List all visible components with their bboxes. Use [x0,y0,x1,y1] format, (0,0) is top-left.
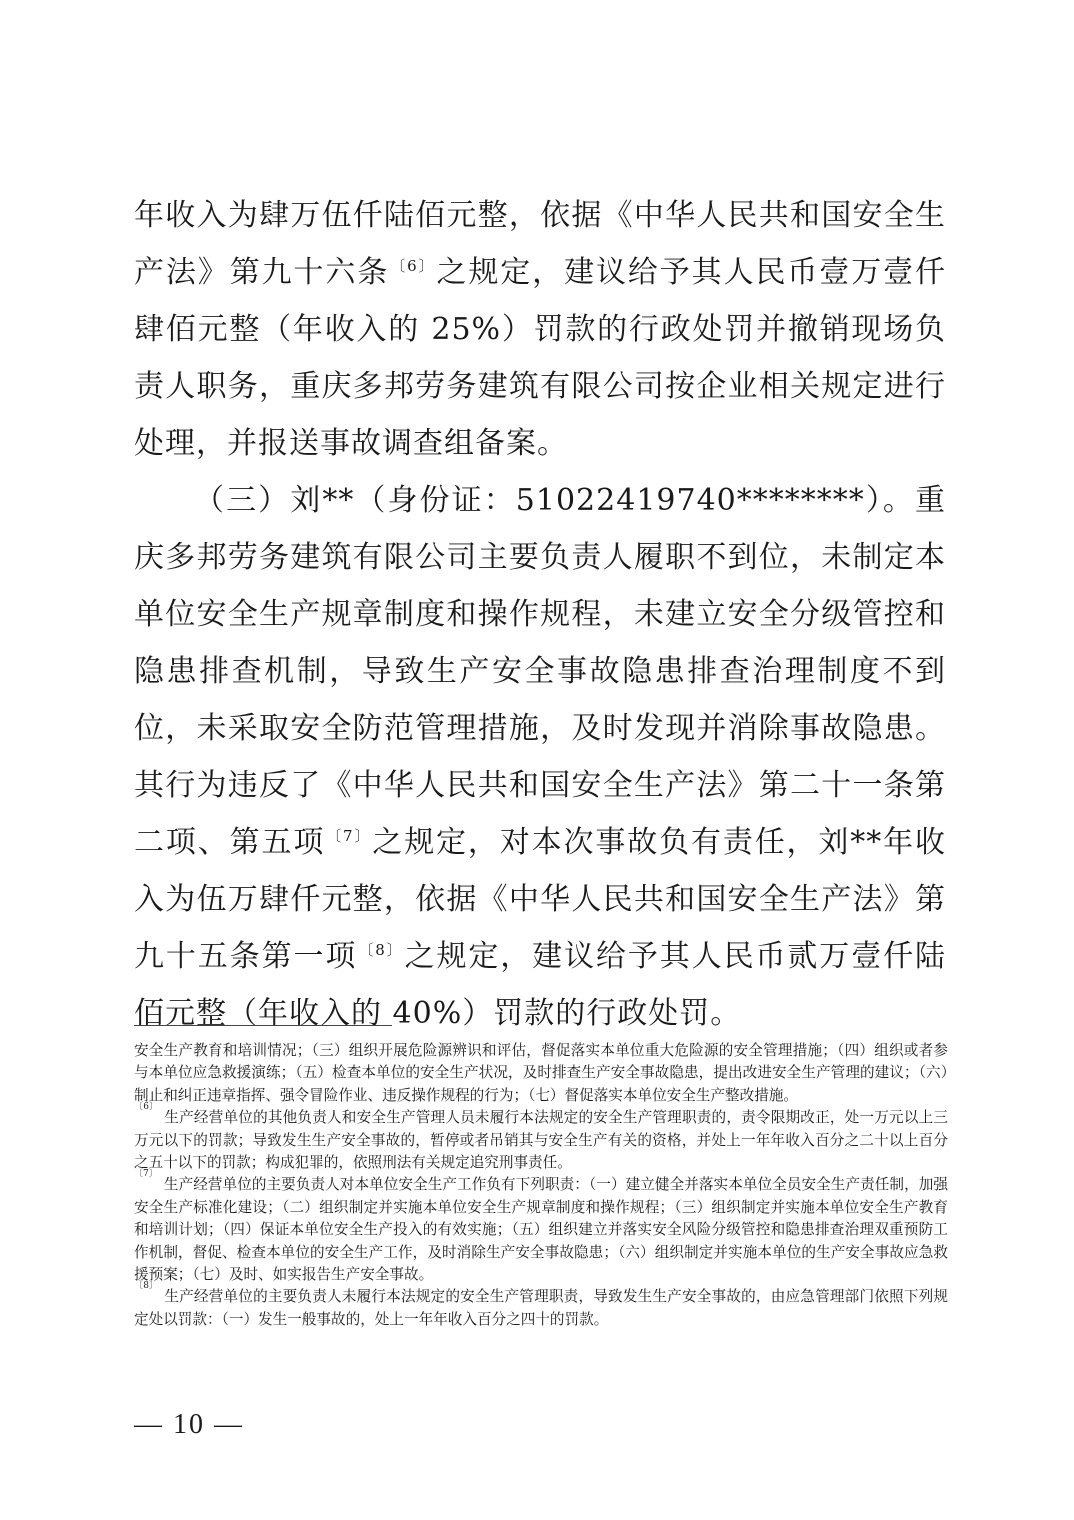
paragraph-1-text-b: 之规定，建议给予其人民币壹万壹仟肆佰元整（年收入的 25%）罚款的行政处罚并撤销现场负责人职务，重庆多邦劳务建筑有限公司按企业相关规定进行处理，并报送事故调查组备案。 [134,255,946,461]
footnote-7 [134,1169,948,1286]
footnotes [134,1040,948,1331]
footnote-mark-7: 〔7〕 [134,1169,158,1180]
paragraph-2-text-b: 之规定，对本次事故负有责任，刘**年收入为伍万肆仟元整，依据《中华人民共和国安全生产法》第九十五条第一项 [134,825,947,974]
paragraph-2 [134,472,946,1042]
footnote-7-text: 生产经营单位的主要负责人对本单位安全生产工作负有下列职责：（一）建立健全并落实本单位全员安全生产责任制，加强安全生产标准化建设；（二）组织制定并实施本单位安全生产规章制度和操作规程；（三）组织制定并实施本单位安全生产教育和培训计划；（四）保证本单位安全生产投入的有效实施；（五）组织建立并落实安全风险分级管控和隐患排查治理双重预防工作机制，督促、检查本单位的安全生产工作，及时消除生产安全事故隐患；（六）组织制定并实施本单位的生产安全事故应急救援预案；（七）及时、如实报告生产安全事故。 [134,1176,948,1284]
page-number: — 10 — [134,1409,244,1440]
paragraph-1-text-a: 年收入为肆万伍仟陆佰元整，依据《中华人民共和国安全生产法》第九十六条 [134,198,946,290]
footnote-8 [134,1281,948,1331]
paragraph-1 [134,187,946,472]
footnote-8-text: 生产经营单位的主要负责人未履行本法规定的安全生产管理职责，导致发生生产安全事故的，由应急管理部门依照下列规定处以罚款：（一）发生一般事故的，处上一年年收入百分之四十的罚款。 [134,1288,948,1328]
footnote-ref-7: 〔7〕 [326,827,372,845]
footnote-continued: 安全生产教育和培训情况；（三）组织开展危险源辨识和评估，督促落实本单位重大危险源的安全管理措施；（四）组织或者参与本单位应急救援演练；（五）检查本单位的安全生产状况，及时排查生产安全事故隐患，提出改进安全生产管理的建议；（六）制止和纠正违章指挥、强令冒险作业、违反操作规程的行为；（七）督促落实本单位安全生产整改措施。 [134,1042,948,1104]
footnote-mark-6: 〔6〕 [134,1102,159,1113]
paragraph-2-text-c: 之规定，建议给予其人民币贰万壹仟陆佰元整（年收入的 40%）罚款的行政处罚。 [134,939,947,1031]
footnote-ref-8: 〔8〕 [358,941,404,959]
paragraph-2-text-a: （三）刘**（身份证：51022419740********）。重庆多邦劳务建筑有限公司主要负责人履职不到位，未制定本单位安全生产规章制度和操作规程，未建立安全分级管控和隐患排查机制，导致生产安全事故隐患排查治理制度不到位，未采取安全防范管理措施，及时发现并消除事故隐患。其行为违反了《中华人民共和国安全生产法》第二十一条第二项、第五项 [134,483,946,860]
main-body-text [134,187,946,1042]
footnote-separator [134,1025,392,1026]
footnote-6-text: 生产经营单位的其他负责人和安全生产管理人员未履行本法规定的安全生产管理职责的，责令限期改正，处一万元以上三万元以下的罚款；导致发生生产安全事故的，暂停或者吊销其与安全生产有关的资格，并处上一年年收入百分之二十以上百分之五十以下的罚款；构成犯罪的，依照刑法有关规定追究刑事责任。 [134,1109,948,1172]
footnote-6 [134,1102,948,1174]
footnote-mark-8: 〔8〕 [134,1281,159,1292]
footnote-ref-6: 〔6〕 [390,257,436,275]
